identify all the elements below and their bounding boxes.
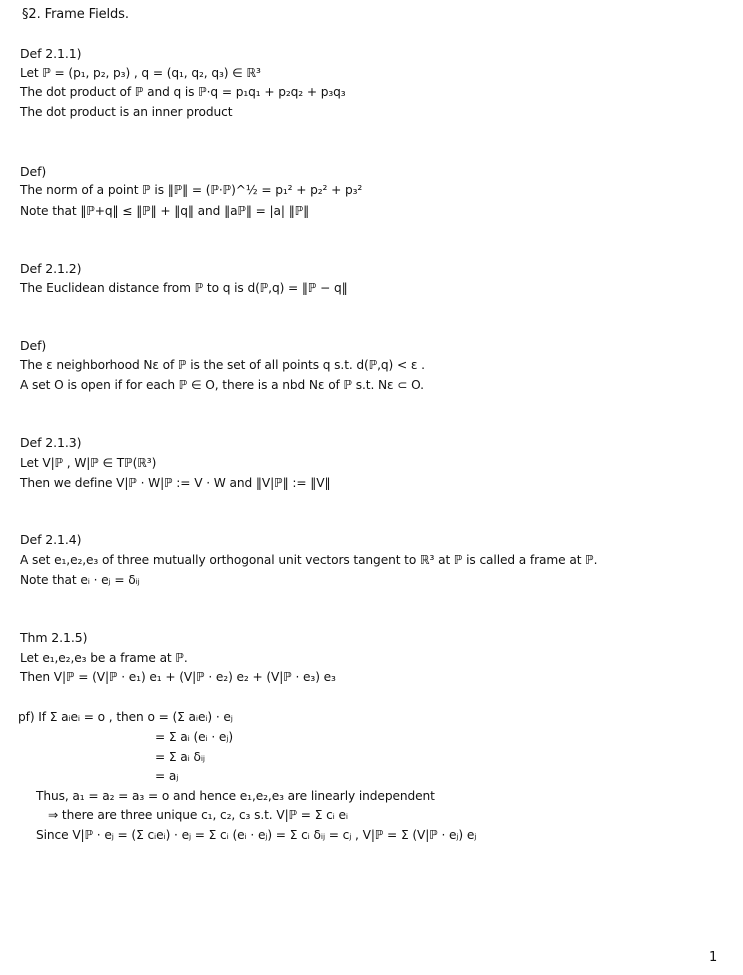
proof-implies-line: ⇒ there are three unique c₁, c₂, c₃ s.t. V|ℙ = Σ cᵢ eᵢ xyxy=(48,808,349,822)
proof-step-2: = Σ aᵢ δᵢⱼ xyxy=(155,750,205,764)
def-neighborhood-line-1: The ε neighborhood Nε of ℙ is the set of all points q s.t. d(ℙ,q) < ε . xyxy=(20,358,425,372)
heading-def-2-1-3: Def 2.1.3) xyxy=(20,435,82,450)
thm-2-1-5-line-1: Let e₁,e₂,e₃ be a frame at ℙ. xyxy=(20,651,188,665)
heading-def-2-1-4: Def 2.1.4) xyxy=(20,532,82,547)
def-2-1-4-line-2: Note that eᵢ · eⱼ = δᵢⱼ xyxy=(20,573,140,587)
def-2-1-1-line-2: The dot product of ℙ and q is ℙ·q = p₁q₁ + p₂q₂ + p₃q₃ xyxy=(20,85,346,99)
heading-def-norm: Def) xyxy=(20,164,47,179)
def-2-1-1-line-3: The dot product is an inner product xyxy=(20,105,233,119)
heading-thm-2-1-5: Thm 2.1.5) xyxy=(20,630,88,645)
def-2-1-1-line-1: Let ℙ = (p₁, p₂, p₃) , q = (q₁, q₂, q₃) ∈ ℝ³ xyxy=(20,66,261,80)
proof-step-3: = aⱼ xyxy=(155,769,179,783)
def-2-1-3-line-1: Let V|ℙ , W|ℙ ∈ Tℙ(ℝ³) xyxy=(20,456,157,470)
thm-2-1-5-line-2: Then V|ℙ = (V|ℙ · e₁) e₁ + (V|ℙ · e₂) e₂ + (V|ℙ · e₃) e₃ xyxy=(20,670,336,684)
def-2-1-4-line-1: A set e₁,e₂,e₃ of three mutually orthogonal unit vectors tangent to ℝ³ at ℙ is called a frame at ℙ. xyxy=(20,553,598,567)
def-2-1-3-line-2: Then we define V|ℙ · W|ℙ := V · W and ‖V|ℙ‖ := ‖V‖ xyxy=(20,476,331,490)
proof-thus-line: Thus, a₁ = a₂ = a₃ = o and hence e₁,e₂,e₃ are linearly independent xyxy=(36,789,435,803)
section-title: §2. Frame Fields. xyxy=(22,7,129,22)
def-2-1-2-line-1: The Euclidean distance from ℙ to q is d(ℙ,q) = ‖ℙ − q‖ xyxy=(20,281,348,295)
def-neighborhood-line-2: A set O is open if for each ℙ ∈ O, there is a nbd Nε of ℙ s.t. Nε ⊂ O. xyxy=(20,378,424,392)
def-norm-line-1: The norm of a point ℙ is ‖ℙ‖ = (ℙ·ℙ)^½ = p₁² + p₂² + p₃² xyxy=(20,183,363,197)
proof-step-1: = Σ aᵢ (eᵢ · eⱼ) xyxy=(155,730,234,744)
page-number: 1 xyxy=(709,950,718,965)
proof-line-1: pf) If Σ aᵢeᵢ = o , then o = (Σ aᵢeᵢ) · eⱼ xyxy=(18,710,233,724)
heading-def-2-1-1: Def 2.1.1) xyxy=(20,46,82,61)
proof-since-line: Since V|ℙ · eⱼ = (Σ cᵢeᵢ) · eⱼ = Σ cᵢ (eᵢ · eⱼ) = Σ cᵢ δᵢⱼ = cⱼ , V|ℙ = Σ (V|ℙ · eⱼ) eⱼ xyxy=(36,828,477,842)
heading-def-2-1-2: Def 2.1.2) xyxy=(20,261,82,276)
heading-def-neighborhood: Def) xyxy=(20,338,47,353)
def-norm-line-2: Note that ‖ℙ+q‖ ≤ ‖ℙ‖ + ‖q‖ and ‖aℙ‖ = |a| ‖ℙ‖ xyxy=(20,204,310,218)
